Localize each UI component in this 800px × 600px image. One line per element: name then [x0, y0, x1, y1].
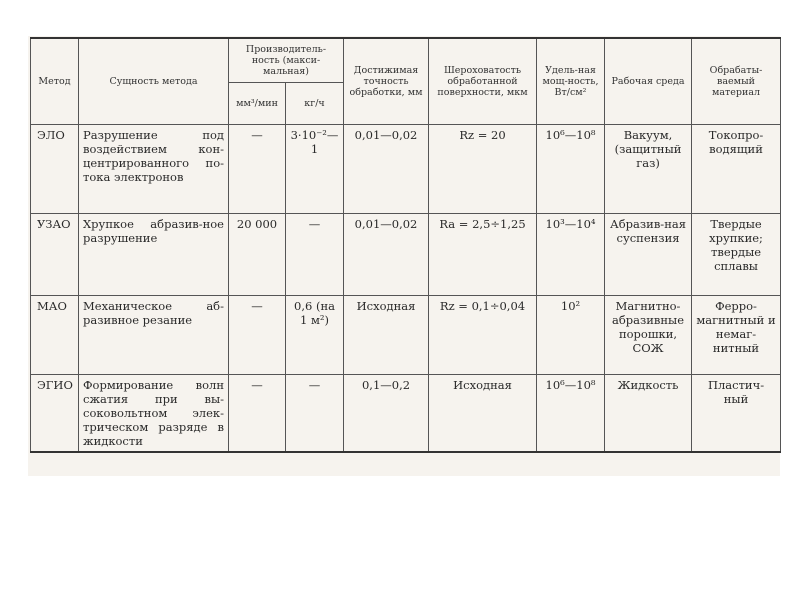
accuracy-cell: Исходная — [344, 295, 429, 374]
processing-methods-table — [30, 37, 781, 453]
power-cell: 10³—10⁴ — [537, 213, 605, 295]
material-cell: Ферро-магнитный и немаг-нитный — [692, 295, 781, 374]
header-roughness: Шероховатость обработанной поверхности, мкм — [429, 38, 537, 124]
method-cell: ЭГИО — [31, 374, 79, 452]
header-unit-kg: кг/ч — [286, 82, 344, 124]
table-row — [31, 213, 781, 295]
accuracy-cell: 0,01—0,02 — [344, 124, 429, 213]
material-cell: Твердые хрупкие; твердые сплавы — [692, 213, 781, 295]
header-method: Метод — [31, 38, 79, 124]
table-row — [31, 295, 781, 374]
prod2-cell: — — [286, 213, 344, 295]
essence-cell: Хрупкое абразив-ное разрушение — [79, 213, 229, 295]
header-accuracy: Достижимая точность обработки, мм — [344, 38, 429, 124]
header-material: Обрабаты-ваемый материал — [692, 38, 781, 124]
power-cell: 10⁶—10⁸ — [537, 374, 605, 452]
header-productivity: Производитель-ность (макси-мальная) — [229, 38, 344, 82]
prod1-cell: — — [229, 374, 286, 452]
header-essence: Сущность метода — [79, 38, 229, 124]
prod2-cell: 3·10⁻²—1 — [286, 124, 344, 213]
power-cell: 10⁶—10⁸ — [537, 124, 605, 213]
prod1-cell: 20 000 — [229, 213, 286, 295]
method-cell: УЗАО — [31, 213, 79, 295]
prod1-cell: — — [229, 295, 286, 374]
medium-cell: Вакуум, (защитный газ) — [605, 124, 692, 213]
accuracy-cell: 0,01—0,02 — [344, 213, 429, 295]
roughness-cell: Rz = 20 — [429, 124, 537, 213]
accuracy-cell: 0,1—0,2 — [344, 374, 429, 452]
roughness-cell: Исходная — [429, 374, 537, 452]
prod1-cell: — — [229, 124, 286, 213]
header-power: Удель-ная мощ-ность, Вт/см² — [537, 38, 605, 124]
header-medium: Рабочая среда — [605, 38, 692, 124]
method-cell: МАО — [31, 295, 79, 374]
roughness-cell: Rz = 0,1÷0,04 — [429, 295, 537, 374]
method-cell: ЭЛО — [31, 124, 79, 213]
medium-cell: Жидкость — [605, 374, 692, 452]
essence-cell: Механическое аб-разивное резание — [79, 295, 229, 374]
material-cell: Пластич-ный — [692, 374, 781, 452]
power-cell: 10² — [537, 295, 605, 374]
header-unit-mm3: мм³/мин — [229, 82, 286, 124]
roughness-cell: Ra = 2,5÷1,25 — [429, 213, 537, 295]
material-cell: Токопро-водящий — [692, 124, 781, 213]
prod2-cell: 0,6 (на 1 м²) — [286, 295, 344, 374]
essence-cell: Разрушение под воздействием кон-центрированного по-тока электронов — [79, 124, 229, 213]
medium-cell: Абразив-ная суспензия — [605, 213, 692, 295]
medium-cell: Магнитно-абразивные порошки, СОЖ — [605, 295, 692, 374]
essence-cell: Формирование волн сжатия при вы-соковольтном элек-трическом разряде в жидкости — [79, 374, 229, 452]
table-row — [31, 374, 781, 452]
prod2-cell: — — [286, 374, 344, 452]
table-row — [31, 124, 781, 213]
